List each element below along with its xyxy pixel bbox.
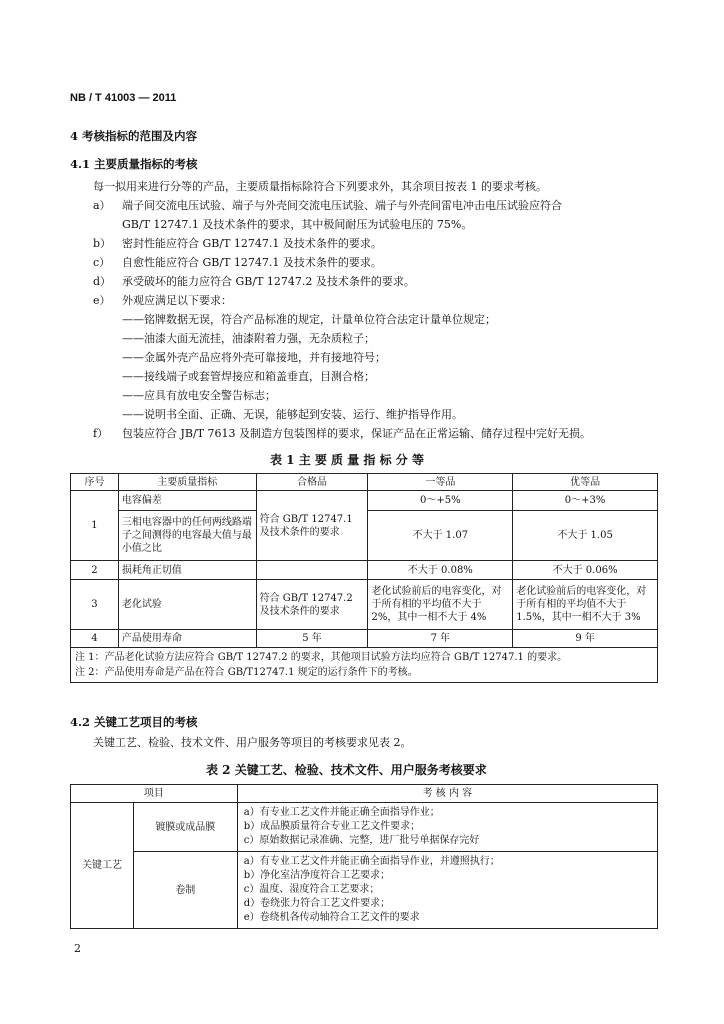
dash-item: ——铭牌数据无误，符合产品标准的规定，计量单位符合法定计量单位规定；	[122, 313, 496, 326]
table-row	[71, 561, 658, 580]
list-item-b	[93, 235, 382, 251]
indicator-cell: 三相电容器中的任何两线路端子之间测得的电容最大值与最小值之比	[118, 511, 256, 561]
indicator-cell: 老化试验	[118, 580, 256, 630]
superior-cell: 不大于 1.05	[513, 511, 658, 561]
section-4-2-heading: 4.2 关键工艺项目的考核	[70, 715, 198, 729]
table-notes	[71, 648, 658, 683]
col-header-indicator: 主要质量指标	[118, 474, 256, 491]
item-text: 包装应符合 JB/T 7613 及制造方包装图样的要求，保证产品在正常运输、储存过程中完好无损。	[122, 427, 592, 440]
content-line: a）有专业工艺文件并能正确全面指导作业，并遵照执行；	[243, 856, 500, 867]
list-item-a-cont: GB/T 12747.1 及技术条件的要求，其中极间耐压为试验电压的 75%。	[122, 218, 473, 231]
page-number: 2	[74, 942, 81, 955]
content-line: c）原始数据记录准确、完整，进厂批号单据保存完好	[243, 835, 480, 846]
first-class-cell: 老化试验前后的电容变化，对于所有相的平均值不大于 2%，其中一相不大于 4%	[368, 580, 513, 630]
superior-cell: 老化试验前后的电容变化，对于所有相的平均值不大于 1.5%，其中一相不大于 3%	[513, 580, 658, 630]
col-header-no: 序号	[71, 474, 119, 491]
table-row	[71, 803, 658, 852]
item-label: e）	[93, 294, 111, 307]
item-label: c）	[93, 256, 111, 269]
list-item-a	[93, 197, 562, 213]
content-line: d）卷绕张力符合工艺文件要求；	[243, 898, 391, 909]
qualified-cell	[256, 561, 368, 580]
row-number: 4	[71, 630, 119, 648]
superior-cell: 9 年	[513, 630, 658, 648]
table-header-row	[71, 785, 658, 803]
table-note: 注 2：产品使用寿命是产品在符合 GB/T12747.1 规定的运行条件下的考核。	[75, 667, 418, 678]
dash-item: ——金属外壳产品应将外壳可靠接地，并有接地符号；	[122, 351, 386, 364]
subitem-cell: 卷制	[133, 852, 237, 929]
section-4-1-heading: 4.1 主要质量指标的考核	[70, 157, 198, 171]
group-cell: 关键工艺	[71, 803, 134, 929]
dash-item: ——接线端子或套管焊接应和箱盖垂直，目测合格；	[122, 370, 375, 383]
section-4-1-intro: 每一拟用来进行分等的产品，主要质量指标除符合下列要求外，其余项目按表 1 的要求考核。	[93, 180, 547, 193]
section-4-heading: 4 考核指标的范围及内容	[70, 129, 198, 143]
dash-item: ——油漆大面无流挂，油漆附着力强，无杂质粒子；	[122, 332, 375, 345]
first-class-cell: 7 年	[368, 630, 513, 648]
table-row	[71, 580, 658, 630]
table-header-row	[71, 474, 658, 491]
section-4-2-intro: 关键工艺、检验、技术文件、用户服务等项目的考核要求见表 2。	[93, 736, 412, 749]
col-header-content: 考 核 内 容	[237, 785, 657, 803]
table-1-caption: 表 1 主 要 质 量 指 标 分 等	[270, 453, 424, 467]
table-row	[71, 630, 658, 648]
first-class-cell: 不大于 1.07	[368, 511, 513, 561]
list-item-e	[93, 292, 232, 308]
standard-number: NB / T 41003 — 2011	[70, 92, 177, 104]
row-number: 3	[71, 580, 119, 630]
col-header-item: 项目	[71, 785, 238, 803]
col-header-first-class: 一等品	[368, 474, 513, 491]
row-number: 2	[71, 561, 119, 580]
indicator-cell: 电容偏差	[118, 491, 256, 511]
table-notes-row	[71, 648, 658, 683]
item-text: 端子间交流电压试验、端子与外壳间交流电压试验、端子与外壳间雷电冲击电压试验应符合	[122, 199, 562, 212]
first-class-cell: 0～+5%	[368, 491, 513, 511]
list-item-c	[93, 254, 382, 270]
content-cell	[237, 852, 657, 929]
col-header-qualified: 合格品	[256, 474, 368, 491]
item-label: d）	[93, 275, 112, 288]
table-row	[71, 491, 658, 511]
key-process-table	[70, 784, 658, 929]
content-cell	[237, 803, 657, 852]
item-label: f）	[93, 427, 109, 440]
table-row	[71, 852, 658, 929]
superior-cell: 0～+3%	[513, 491, 658, 511]
first-class-cell: 不大于 0.08%	[368, 561, 513, 580]
col-header-superior: 优等品	[513, 474, 658, 491]
quality-indicator-table	[70, 473, 658, 683]
dash-item: ——说明书全面、正确、无误，能够起到安装、运行、维护指导作用。	[122, 408, 463, 421]
qualified-cell: 5 年	[256, 630, 368, 648]
indicator-cell: 损耗角正切值	[118, 561, 256, 580]
item-text: 外观应满足以下要求：	[122, 294, 232, 307]
list-item-f	[93, 425, 591, 441]
list-item-d	[93, 273, 415, 289]
item-label: a）	[93, 199, 111, 212]
superior-cell: 不大于 0.06%	[513, 561, 658, 580]
item-text: 自愈性能应符合 GB/T 12747.1 及技术条件的要求。	[122, 256, 382, 269]
table-note: 注 1：产品老化试验方法应符合 GB/T 12747.2 的要求，其他项目试验方法均应符合 GB/T 12747.1 的要求。	[75, 652, 568, 663]
content-line: e）卷绕机各传动轴符合工艺文件的要求	[243, 912, 420, 923]
indicator-cell: 产品使用寿命	[118, 630, 256, 648]
item-label: b）	[93, 237, 112, 250]
item-text: 密封性能应符合 GB/T 12747.1 及技术条件的要求。	[122, 237, 382, 250]
content-line: a）有专业工艺文件并能正确全面指导作业；	[243, 807, 440, 818]
item-text: 承受破坏的能力应符合 GB/T 12747.2 及技术条件的要求。	[122, 275, 415, 288]
content-line: b）净化室洁净度符合工艺要求；	[243, 870, 391, 881]
table-2-caption: 表 2 关键工艺、检验、技术文件、用户服务考核要求	[206, 763, 487, 777]
dash-item: ——应具有放电安全警告标志；	[122, 389, 276, 402]
content-line: c）温度、湿度符合工艺要求；	[243, 884, 380, 895]
row-number: 1	[71, 491, 119, 561]
qualified-cell: 符合 GB/T 12747.2 及技术条件的要求	[256, 580, 368, 630]
subitem-cell: 镀膜或成品膜	[133, 803, 237, 852]
qualified-cell: 符合 GB/T 12747.1 及技术条件的要求	[256, 491, 368, 561]
content-line: b）成品膜质量符合专业工艺文件要求；	[243, 821, 421, 832]
